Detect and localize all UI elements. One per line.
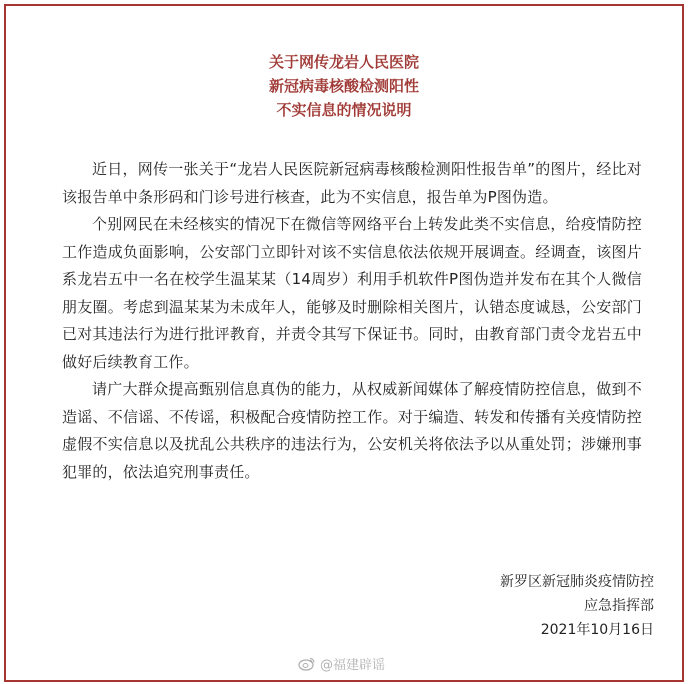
watermark-text: @福建辟谣 — [320, 658, 386, 673]
title-line-1: 关于网传龙岩人民医院 — [268, 53, 419, 71]
document-title — [6, 50, 682, 122]
signature-org-line-1: 新罗区新冠肺炎疫情防控 — [500, 574, 654, 590]
title-line-2: 新冠病毒核酸检测阳性 — [268, 77, 419, 95]
document-body — [62, 156, 642, 486]
signature-date: 2021年10月16日 — [540, 622, 654, 638]
document-frame — [4, 4, 684, 682]
signature-org-line-2: 应急指挥部 — [584, 598, 654, 614]
body-paragraph-1: 近日，网传一张关于“龙岩人民医院新冠病毒核酸检测阳性报告单”的图片，经比对该报告单中条形码和门诊号进行核查，此为不实信息，报告单为P图伪造。 — [62, 160, 642, 206]
body-paragraph-2: 个别网民在未经核实的情况下在微信等网络平台上转发此类不实信息，给疫情防控工作造成负面影响，公安部门立即针对该不实信息依法依规开展调查。经调查，该图片系龙岩五中一名在校学生温某某（14周岁）利用手机软件P图伪造并发布在其个人微信朋友圈。考虑到温某某为未成年人，能够及时删除相关图片，认错态度诚恳，公安部门已对其违法行为进行批评教育，并责令其写下保证书。同时，由教育部门责令龙岩五中做好后续教育工作。 — [62, 215, 642, 371]
signature-block — [500, 570, 654, 642]
weibo-icon — [298, 656, 316, 671]
body-paragraph-3: 请广大群众提高甄别信息真伪的能力，从权威新闻媒体了解疫情防控信息，做到不造谣、不信谣、不传谣，积极配合疫情防控工作。对于编造、转发和传播有关疫情防控虚假不实信息以及扰乱公共秩序的违法行为，公安机关将依法予以从重处罚；涉嫌刑事犯罪的，依法追究刑事责任。 — [62, 380, 642, 481]
title-line-3: 不实信息的情况说明 — [276, 101, 412, 119]
watermark — [298, 654, 385, 673]
